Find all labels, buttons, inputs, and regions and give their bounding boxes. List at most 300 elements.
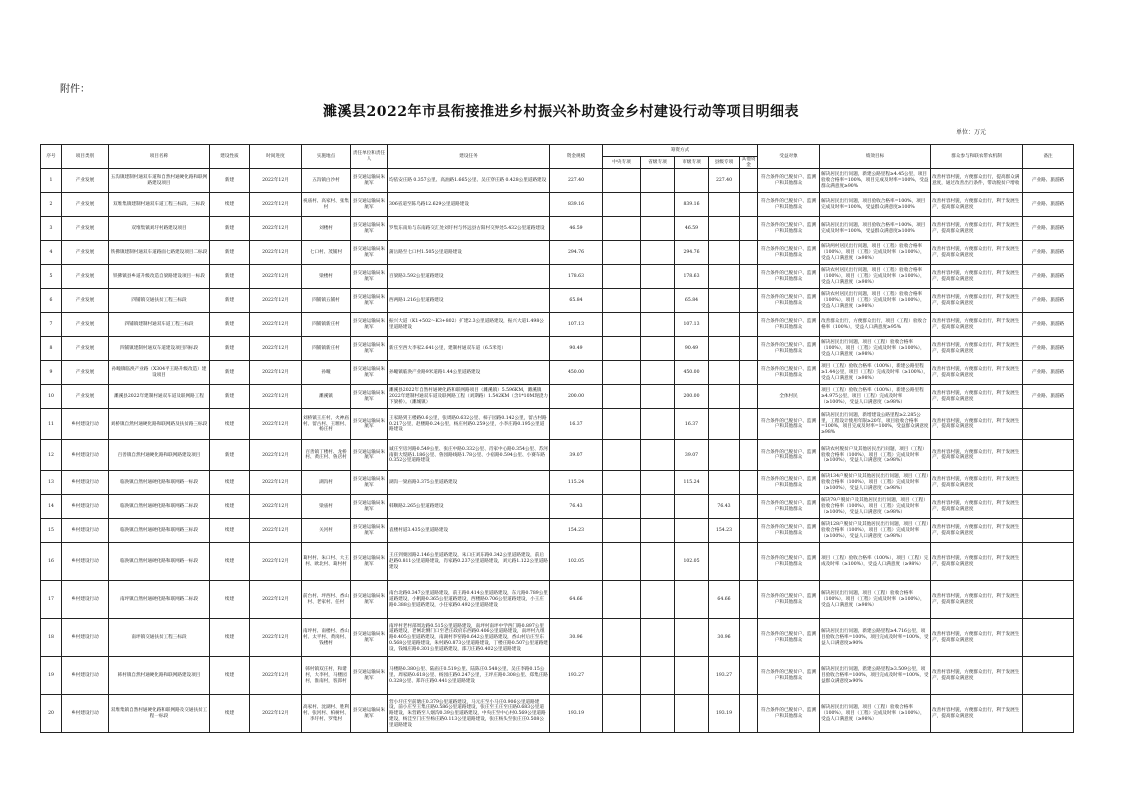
cell-other bbox=[740, 193, 758, 217]
cell-provincial bbox=[641, 193, 675, 217]
col-remarks: 备注 bbox=[1023, 145, 1074, 169]
cell-funds: 200.00 bbox=[550, 385, 603, 409]
cell-central bbox=[603, 543, 641, 581]
cell-type: 产业发展 bbox=[62, 361, 109, 385]
cell-owner: 县交通运输局朱航军 bbox=[351, 543, 388, 581]
cell-task: 均依安庄路 0.357公里、高油路1.665公里、吴庄穿庄路 0.428公里道路建设 bbox=[388, 169, 550, 193]
col-nature: 建设性质 bbox=[210, 145, 250, 169]
cell-funds: 64.66 bbox=[550, 581, 603, 619]
cell-central bbox=[603, 217, 641, 241]
cell-location: 四铺镇五铺村 bbox=[302, 289, 351, 313]
project-table bbox=[40, 144, 1074, 733]
cell-remarks: 产业路、旅游路 bbox=[1023, 289, 1074, 313]
cell-nature: 新建 bbox=[210, 440, 250, 471]
cell-goals: 解决居民出行问题，新增建设公路里程≥2.285公里，工程设计使用年限≥20年，项目验收合格率=100%，项目完成及时率=100%，受益群众满意度≥98% bbox=[820, 409, 931, 440]
cell-remarks bbox=[1023, 657, 1074, 695]
cell-owner: 县交通运输局朱航军 bbox=[351, 657, 388, 695]
cell-seq: 1 bbox=[41, 169, 62, 193]
cell-goals: 解决居民出行问题，项目（工程）验收合格率（100%），项目（工程）完成及时率（≥100%），受益人口满意度（≥98%） bbox=[820, 695, 931, 733]
cell-task: 袁楼村道3.435公里道路建设 bbox=[388, 519, 550, 543]
cell-goals: 解决农村居民出行问题，项目（工程）验收合格率（100%），项目（工程）完成及时率（≥100%），受益人口满意度（≥98%） bbox=[820, 265, 931, 289]
cell-schedule: 2022年12月 bbox=[250, 169, 302, 193]
cell-location: 祝庙村、高家村、张集村 bbox=[302, 193, 351, 217]
cell-municipal bbox=[675, 695, 709, 733]
cell-other bbox=[740, 169, 758, 193]
cell-name: 南坪镇交通扶贫工程三标段 bbox=[109, 619, 210, 657]
cell-task: 振兴大道（K1+502～K3+802）扩建2.3公里道路建设，振兴大道1.498公里道路建设 bbox=[388, 313, 550, 337]
cell-funds: 102.05 bbox=[550, 543, 603, 581]
cell-central bbox=[603, 657, 641, 695]
cell-seq: 9 bbox=[41, 361, 62, 385]
cell-goals: 解决居民出行问题，项目验收合格率=100%，项目完成及时率=100%，受益群众满意度≥100% bbox=[820, 217, 931, 241]
cell-other bbox=[740, 519, 758, 543]
cell-municipal bbox=[675, 169, 709, 193]
cell-task: 新庄至西大李家2.641公里，建制村通双车道（6.5米宽） bbox=[388, 337, 550, 361]
cell-owner: 县交通运输局朱航军 bbox=[351, 471, 388, 495]
cell-beneficiary: 符合条件的已脱贫户、监测户和其他群众 bbox=[758, 471, 820, 495]
cell-county: 30.96 bbox=[709, 619, 740, 657]
cell-central bbox=[603, 193, 641, 217]
cell-name: 刘桥镇自然村通硬化路和联网路及扶贫路三标段 bbox=[109, 409, 210, 440]
cell-location: 刘楼村 bbox=[302, 217, 351, 241]
cell-task: 蒲岳路至七口村1.505公里道路建设 bbox=[388, 241, 550, 265]
cell-remarks bbox=[1023, 495, 1074, 519]
cell-beneficiary: 符合条件的已脱贫户、监测户和其他群众 bbox=[758, 440, 820, 471]
cell-location: 梁楼村 bbox=[302, 265, 351, 289]
cell-task: 百梁路3.592公里道路建设 bbox=[388, 265, 550, 289]
cell-type: 乡村建设行动 bbox=[62, 581, 109, 619]
cell-mechanism: 改善村容村貌，方便群众出行，利于发展生产，提高群众满意度 bbox=[931, 657, 1023, 695]
cell-nature: 续建 bbox=[210, 519, 250, 543]
cell-provincial bbox=[641, 440, 675, 471]
cell-municipal: 46.59 bbox=[675, 217, 709, 241]
cell-schedule: 2022年12月 bbox=[250, 265, 302, 289]
cell-name: 铁佛镇县乡道升级改造自梁路建设项目一标段 bbox=[109, 265, 210, 289]
cell-central bbox=[603, 471, 641, 495]
cell-nature: 续建 bbox=[210, 495, 250, 519]
col-goals: 绩效目标 bbox=[820, 145, 931, 169]
cell-mechanism: 改善村容村貌，方便群众出行，利于发展生产，提高群众满意度 bbox=[931, 313, 1023, 337]
cell-location: 南坪村、南楼村、香山村、太平村、黄岗村、钱楼村 bbox=[302, 619, 351, 657]
cell-other bbox=[740, 289, 758, 313]
cell-mechanism: 改善村容村貌，方便群众出行，利于发展生产，提高群众满意度 bbox=[931, 519, 1023, 543]
col-county: 县级专项 bbox=[709, 157, 740, 169]
cell-nature: 新建 bbox=[210, 313, 250, 337]
cell-task: 马楼路0.380公里、陆庙庄0.519公里、陆陈庄0.548公里、吴庄李路0.15公里、周家路0.618公里、杨园庄路0.247公里，王坪庄路0.308公里、郑集庄路0.328公里、郑许庄路0.441公里道路建设 bbox=[388, 657, 550, 695]
cell-central bbox=[603, 169, 641, 193]
cell-owner: 县交通运输局朱航军 bbox=[351, 581, 388, 619]
cell-seq: 4 bbox=[41, 241, 62, 265]
cell-municipal bbox=[675, 581, 709, 619]
cell-schedule: 2022年12月 bbox=[250, 619, 302, 657]
table-row bbox=[41, 543, 1074, 581]
cell-county bbox=[709, 385, 740, 409]
cell-central bbox=[603, 265, 641, 289]
cell-location: 七口村、茂铺村 bbox=[302, 241, 351, 265]
cell-type: 乡村建设行动 bbox=[62, 695, 109, 733]
cell-seq: 7 bbox=[41, 313, 62, 337]
cell-municipal: 200.00 bbox=[675, 385, 709, 409]
cell-goals: 解决79户脱贫户及其他居民出行问题，项目（工程）验收合格率（100%），项目（工程）完成及时率（≥100%），受益人口满意度（≥98%） bbox=[820, 495, 931, 519]
cell-name: 四铺镇建制村通双车道工程三标段 bbox=[109, 313, 210, 337]
cell-county: 193.19 bbox=[709, 695, 740, 733]
cell-goals: 解决居民出行问题，项目验收合格率=100%，项目完成及时率=100%，受益群众满意度≥100% bbox=[820, 193, 931, 217]
cell-central bbox=[603, 241, 641, 265]
cell-goals: 项目（工程）验收合格率（100%），项目（工程）完成及时率（≥100%），受益人口满意度（≥98%） bbox=[820, 543, 931, 581]
cell-central bbox=[603, 519, 641, 543]
table-row bbox=[41, 241, 1074, 265]
col-task: 建设任务 bbox=[388, 145, 550, 169]
cell-owner: 县交通运输局朱航军 bbox=[351, 217, 388, 241]
cell-beneficiary: 符合条件的已脱贫户、监测户和其他群众 bbox=[758, 313, 820, 337]
cell-owner: 县交通运输局朱航军 bbox=[351, 695, 388, 733]
cell-funds: 65.84 bbox=[550, 289, 603, 313]
cell-other bbox=[740, 409, 758, 440]
cell-funds: 30.96 bbox=[550, 619, 603, 657]
cell-seq: 19 bbox=[41, 657, 62, 695]
cell-goals: 解决居民出行问题，新建公路里程≥4.45公里，项目验收合格率=100%，项目完成及时率=100%，受益群众满意度≥90% bbox=[820, 169, 931, 193]
cell-provincial bbox=[641, 409, 675, 440]
col-provincial: 省级专项 bbox=[641, 157, 675, 169]
cell-other bbox=[740, 313, 758, 337]
cell-name: 韩村镇自然村通硬化路和联网路建设项目 bbox=[109, 657, 210, 695]
cell-seq: 13 bbox=[41, 471, 62, 495]
cell-location: 关河村 bbox=[302, 519, 351, 543]
cell-owner: 县交通运输局朱航军 bbox=[351, 169, 388, 193]
cell-nature: 续建 bbox=[210, 581, 250, 619]
cell-goals: 解决134户脱贫户及其他居民出行问题，项目（工程）验收合格率（100%），项目（工程）完成及时率（≥100%），受益人口满意度（≥98%） bbox=[820, 471, 931, 495]
cell-schedule: 2022年12月 bbox=[250, 193, 302, 217]
cell-beneficiary: 符合条件的已脱贫户、监测户和其他群众 bbox=[758, 265, 820, 289]
cell-name: 濉溪县2022年建制村通双车道及联网路工程 bbox=[109, 385, 210, 409]
cell-central bbox=[603, 495, 641, 519]
cell-location: 四铺镇新庄村 bbox=[302, 337, 351, 361]
cell-remarks bbox=[1023, 440, 1074, 471]
cell-central bbox=[603, 440, 641, 471]
cell-name: 孙疃镇临涣产业路（X304平王路升级改造）建设项目 bbox=[109, 361, 210, 385]
table-row bbox=[41, 495, 1074, 519]
cell-funds: 294.76 bbox=[550, 241, 603, 265]
cell-location: 韩村镇双庄村，和谐村，大李村，马楼园村，淮南村，客郢村 bbox=[302, 657, 351, 695]
cell-nature: 续建 bbox=[210, 543, 250, 581]
cell-location: 濉溪镇 bbox=[302, 385, 351, 409]
cell-seq: 10 bbox=[41, 385, 62, 409]
cell-provincial bbox=[641, 361, 675, 385]
cell-funds: 39.07 bbox=[550, 440, 603, 471]
col-owner: 责任单位和责任人 bbox=[351, 145, 388, 169]
cell-remarks bbox=[1023, 543, 1074, 581]
cell-county bbox=[709, 313, 740, 337]
cell-schedule: 2022年12月 bbox=[250, 519, 302, 543]
cell-type: 产业发展 bbox=[62, 193, 109, 217]
cell-task: 韩顺路2.265公里道路建设 bbox=[388, 495, 550, 519]
cell-county bbox=[709, 361, 740, 385]
cell-goals: 项目（工程）验收合格率（100%），新建公路里程≥4.975公里，项目（工程）完成及时率（≥100%），受益人口满意度（≥98%） bbox=[820, 385, 931, 409]
cell-owner: 县交通运输局朱航军 bbox=[351, 619, 388, 657]
cell-provincial bbox=[641, 543, 675, 581]
cell-other bbox=[740, 495, 758, 519]
cell-county bbox=[709, 337, 740, 361]
cell-beneficiary: 符合条件的已脱贫户、监测户和其他群众 bbox=[758, 543, 820, 581]
cell-schedule: 2022年12月 bbox=[250, 241, 302, 265]
cell-location: 高家村、沈湖村、胜利村、张河村、柏树村、李圩村、罗集村 bbox=[302, 695, 351, 733]
cell-funds: 193.27 bbox=[550, 657, 603, 695]
cell-type: 乡村建设行动 bbox=[62, 471, 109, 495]
cell-beneficiary: 全体村民 bbox=[758, 385, 820, 409]
cell-mechanism: 改善村容村貌，方便群众出行，利于发展生产，提高群众满意度 bbox=[931, 471, 1023, 495]
cell-owner: 县交通运输局朱航军 bbox=[351, 265, 388, 289]
cell-location: 梁庙村 bbox=[302, 495, 351, 519]
col-funds: 资金规模 bbox=[550, 145, 603, 169]
cell-provincial bbox=[641, 337, 675, 361]
cell-central bbox=[603, 337, 641, 361]
cell-schedule: 2022年12月 bbox=[250, 337, 302, 361]
cell-nature: 续建 bbox=[210, 471, 250, 495]
cell-location: 百善镇丁楼村、龙桥村、黄庄村、鲁店村 bbox=[302, 440, 351, 471]
cell-mechanism: 改善村容村貌，方便群众出行，利于发展生产，提高群众满意度 bbox=[931, 361, 1023, 385]
cell-other bbox=[740, 337, 758, 361]
cell-schedule: 2022年12月 bbox=[250, 385, 302, 409]
cell-owner: 县交通运输局朱航军 bbox=[351, 337, 388, 361]
cell-seq: 17 bbox=[41, 581, 62, 619]
table-row bbox=[41, 440, 1074, 471]
cell-schedule: 2022年12月 bbox=[250, 581, 302, 619]
cell-municipal: 16.37 bbox=[675, 409, 709, 440]
cell-funds: 76.43 bbox=[550, 495, 603, 519]
cell-beneficiary: 符合条件的已脱贫户、监测户和其他群众 bbox=[758, 361, 820, 385]
cell-owner: 县交通运输局朱航军 bbox=[351, 313, 388, 337]
cell-task: 南台北路0.347公里道路建设，前王路0.414公里道路建设，东元路0.789公里道路建设，小帆路0.365公里道路建设，西楼路0.706公里道路建设，小王庄路0.388公里道路建设，小任家路0.492公里道路建设 bbox=[388, 581, 550, 619]
cell-task: 王家路到王楼路0.6公里，张周路0.632公里、柿子园路0.142公里，留古村路0.217公里，赵楼路0.24公里，杨庄村路0.259公里，小李庄路0.195公里道路建设 bbox=[388, 409, 550, 440]
cell-task: 306省道至陈乌路12.629公里道路建设 bbox=[388, 193, 550, 217]
cell-other bbox=[740, 543, 758, 581]
cell-mechanism: 改善村容村貌，方便群众出行，利于发展生产，提高群众满意度 bbox=[931, 337, 1023, 361]
cell-type: 乡村建设行动 bbox=[62, 519, 109, 543]
cell-other bbox=[740, 241, 758, 265]
cell-location: 孙疃 bbox=[302, 361, 351, 385]
cell-schedule: 2022年12月 bbox=[250, 657, 302, 695]
cell-name: 铁佛镇建制村通双车道路面七路建设项目二标段 bbox=[109, 241, 210, 265]
cell-county bbox=[709, 409, 740, 440]
cell-task: 湖沟一梁庙路3.375公里道路建设 bbox=[388, 471, 550, 495]
cell-schedule: 2022年12月 bbox=[250, 695, 302, 733]
cell-county bbox=[709, 471, 740, 495]
cell-goals: 解决居民出行问题，项目（工程）验收合格率（100%），项目（工程）完成及时率（≥100%），受益人口满意度（≥98%） bbox=[820, 581, 931, 619]
col-beneficiary: 受益对象 bbox=[758, 145, 820, 169]
cell-county bbox=[709, 193, 740, 217]
table-row bbox=[41, 169, 1074, 193]
cell-central bbox=[603, 581, 641, 619]
cell-provincial bbox=[641, 169, 675, 193]
cell-municipal bbox=[675, 519, 709, 543]
table-row bbox=[41, 471, 1074, 495]
col-location: 实施地点 bbox=[302, 145, 351, 169]
cell-type: 产业发展 bbox=[62, 217, 109, 241]
cell-municipal: 294.76 bbox=[675, 241, 709, 265]
cell-beneficiary: 符合条件的已脱贫户、监测户和其他群众 bbox=[758, 337, 820, 361]
cell-mechanism: 改善村容村貌，方便群众出行，利于发展生产，提高群众满意度 bbox=[931, 619, 1023, 657]
cell-goals: 解决居民出行问题，新建公路里程≥4.716公里，项目验收合格率=100%，项目完成及时率=100%，受益人口满意度≥90% bbox=[820, 619, 931, 657]
cell-central bbox=[603, 695, 641, 733]
cell-nature: 新建 bbox=[210, 289, 250, 313]
cell-type: 产业发展 bbox=[62, 313, 109, 337]
cell-county: 193.27 bbox=[709, 657, 740, 695]
cell-remarks: 产业路、旅游路 bbox=[1023, 361, 1074, 385]
cell-seq: 3 bbox=[41, 217, 62, 241]
col-schedule: 时间进度 bbox=[250, 145, 302, 169]
cell-owner: 县交通运输局朱航军 bbox=[351, 440, 388, 471]
table-row bbox=[41, 385, 1074, 409]
cell-remarks: 产业路、旅游路 bbox=[1023, 337, 1074, 361]
table-row bbox=[41, 361, 1074, 385]
cell-nature: 新建 bbox=[210, 361, 250, 385]
cell-type: 乡村建设行动 bbox=[62, 657, 109, 695]
cell-owner: 县交通运输局朱航军 bbox=[351, 361, 388, 385]
col-name: 项目名称 bbox=[109, 145, 210, 169]
cell-provincial bbox=[641, 619, 675, 657]
cell-funds: 450.00 bbox=[550, 361, 603, 385]
col-seq: 序号 bbox=[41, 145, 62, 169]
table-row bbox=[41, 217, 1074, 241]
cell-nature: 新建 bbox=[210, 385, 250, 409]
cell-mechanism: 改善村容村貌，方便群众出行，利于发展生产，提高群众满意度 bbox=[931, 409, 1023, 440]
table-row bbox=[41, 409, 1074, 440]
cell-beneficiary: 符合条件的已脱贫户、监测户和其他群众 bbox=[758, 619, 820, 657]
cell-schedule: 2022年12月 bbox=[250, 409, 302, 440]
cell-task: 营小圩庄至前塘庄0.379公里道路建设，马元庄至小马庄0.906公里道路建设，前小庄至王集庄路0.586公里道路建设，张庄至王庄至庄路0.683公里道路建设，朱营路至人烟沟0.39公里道路建设，中央庄至中心村0.569公里道路建设，杨洼至门庄至杨庄路0.113公里道路建设，张庄杨头至张庄庄0.508公里道路建设 bbox=[388, 695, 550, 733]
cell-schedule: 2022年12月 bbox=[250, 440, 302, 471]
cell-type: 产业发展 bbox=[62, 265, 109, 289]
table-row bbox=[41, 193, 1074, 217]
cell-owner: 县交通运输局朱航军 bbox=[351, 519, 388, 543]
cell-name: 双堆集镇自然村通硬化路和联网路及交通扶贫工程一标段 bbox=[109, 695, 210, 733]
cell-task: 南坪村老村部周边路0.515公里道路建设，南坪村南坪中学西门路0.897公里道路建设，老闸北侧门口至老庄政府东西路0.406公里道路建设，南坪村九组路0.405公里道路建设，南湖村李窑路0.642公里道路建设，香山村后庄至东0.568公里道路建设，朱村路0.873公里道路建设，丁楼庄路0.507公里道路建设，钱城庄路0.301公里道路建设，邵刀庄路0.402公里道路建设 bbox=[388, 619, 550, 657]
cell-location: 五沟镇白沙村 bbox=[302, 169, 351, 193]
cell-seq: 6 bbox=[41, 289, 62, 313]
cell-nature: 续建 bbox=[210, 695, 250, 733]
cell-nature: 新建 bbox=[210, 217, 250, 241]
cell-remarks bbox=[1023, 409, 1074, 440]
cell-municipal: 115.24 bbox=[675, 471, 709, 495]
cell-goals: 解决两村居民出行问题，项目（工程）验收合格率（100%），项目（工程）完成及时率（≥100%），受益人口满意度（≥98%） bbox=[820, 241, 931, 265]
cell-county: 76.43 bbox=[709, 495, 740, 519]
cell-mechanism: 改善村容村貌，方便群众出行，利于发展生产，提高群众满意度 bbox=[931, 581, 1023, 619]
cell-remarks: 产业路、旅游路 bbox=[1023, 169, 1074, 193]
cell-remarks: 产业路、旅游路 bbox=[1023, 265, 1074, 289]
cell-municipal: 450.00 bbox=[675, 361, 709, 385]
cell-county bbox=[709, 217, 740, 241]
cell-municipal: 39.07 bbox=[675, 440, 709, 471]
cell-task: 罗集东南角与东南路交汇处刘圩村与怀远县古阳村交界处5.432公里道路建设 bbox=[388, 217, 550, 241]
cell-type: 乡村建设行动 bbox=[62, 440, 109, 471]
cell-remarks bbox=[1023, 471, 1074, 495]
col-other: 其他资金 bbox=[740, 157, 758, 169]
cell-provincial bbox=[641, 519, 675, 543]
cell-owner: 县交通运输局朱航军 bbox=[351, 385, 388, 409]
cell-nature: 新建 bbox=[210, 241, 250, 265]
cell-mechanism: 改善村容村貌，方便群众出行，利于发展生产，提高群众满意度 bbox=[931, 289, 1023, 313]
cell-schedule: 2022年12月 bbox=[250, 313, 302, 337]
cell-county bbox=[709, 265, 740, 289]
cell-municipal bbox=[675, 619, 709, 657]
cell-provincial bbox=[641, 289, 675, 313]
cell-other bbox=[740, 471, 758, 495]
cell-schedule: 2022年12月 bbox=[250, 217, 302, 241]
cell-seq: 8 bbox=[41, 337, 62, 361]
cell-other bbox=[740, 581, 758, 619]
cell-owner: 县交通运输局朱航军 bbox=[351, 193, 388, 217]
cell-beneficiary: 符合条件的已脱贫户、监测户和其他群众 bbox=[758, 169, 820, 193]
cell-municipal: 839.16 bbox=[675, 193, 709, 217]
cell-task: 濉溪县2022年自然村通硬化路和联网路项目（濉溪镇）5.596KM，濉溪镇2022年建制村通双车道及联网路工程（刘期路）1.542KM（含1*10M现浇力下梁桥）。（濉城镇） bbox=[388, 385, 550, 409]
cell-beneficiary: 符合条件的已脱贫户、监测户和其他群众 bbox=[758, 217, 820, 241]
cell-provincial bbox=[641, 581, 675, 619]
cell-type: 产业发展 bbox=[62, 289, 109, 313]
cell-owner: 县交通运输局朱航军 bbox=[351, 241, 388, 265]
cell-remarks bbox=[1023, 519, 1074, 543]
cell-type: 产业发展 bbox=[62, 337, 109, 361]
cell-name: 临涣镇自然村通硬化路和联网路二标段 bbox=[109, 495, 210, 519]
cell-seq: 14 bbox=[41, 495, 62, 519]
cell-type: 乡村建设行动 bbox=[62, 543, 109, 581]
cell-nature: 续建 bbox=[210, 657, 250, 695]
cell-goals: 解决居民出行问题，新建公路里程≥3.509公里，项目验收合格率=100%，项目完成及时率=100%，受益群众满意度≥90% bbox=[820, 657, 931, 695]
cell-other bbox=[740, 361, 758, 385]
cell-other bbox=[740, 385, 758, 409]
cell-name: 临涣镇自然村通硬化路和联网路三标段 bbox=[109, 519, 210, 543]
col-municipal: 市级专项 bbox=[675, 157, 709, 169]
cell-name: 双堆集镇刘圩村路建设项目 bbox=[109, 217, 210, 241]
cell-seq: 12 bbox=[41, 440, 62, 471]
cell-remarks: 产业路、旅游路 bbox=[1023, 385, 1074, 409]
cell-funds: 107.13 bbox=[550, 313, 603, 337]
cell-funds: 193.19 bbox=[550, 695, 603, 733]
cell-beneficiary: 符合条件的已脱贫户、监测户和其他群众 bbox=[758, 519, 820, 543]
cell-beneficiary: 符合条件的已脱贫户、监测户和其他群众 bbox=[758, 241, 820, 265]
cell-other bbox=[740, 217, 758, 241]
cell-other bbox=[740, 695, 758, 733]
cell-municipal: 107.13 bbox=[675, 313, 709, 337]
cell-municipal: 90.49 bbox=[675, 337, 709, 361]
cell-goals: 解决农村居民出行问题，项目（工程）验收合格率（100%），项目（工程）完成及时率（≥100%），受益人口满意度（≥98%） bbox=[820, 289, 931, 313]
cell-provincial bbox=[641, 695, 675, 733]
cell-schedule: 2022年12月 bbox=[250, 361, 302, 385]
cell-mechanism: 改善村容村貌，方便群众出行，利于发展生产，提高群众满意度 bbox=[931, 265, 1023, 289]
cell-funds: 115.24 bbox=[550, 471, 603, 495]
cell-municipal: 178.63 bbox=[675, 265, 709, 289]
table-row bbox=[41, 695, 1074, 733]
table-row bbox=[41, 265, 1074, 289]
cell-seq: 5 bbox=[41, 265, 62, 289]
cell-goals: 解决居民出行问题，项目（工程）验收合格率（100%），项目（工程）完成及时率（≥100%），受益人口满意度（≥98%） bbox=[820, 337, 931, 361]
cell-funds: 839.16 bbox=[550, 193, 603, 217]
cell-county bbox=[709, 440, 740, 471]
cell-mechanism: 改善村容村貌，方便群众出行，利于发展生产，提高群众满意度 bbox=[931, 495, 1023, 519]
table-row bbox=[41, 581, 1074, 619]
cell-remarks: 产业路、旅游路 bbox=[1023, 217, 1074, 241]
cell-nature: 新建 bbox=[210, 337, 250, 361]
cell-location: 葛村村、朱口村、大王村、欧北村、葛村村 bbox=[302, 543, 351, 581]
cell-county bbox=[709, 289, 740, 313]
cell-county: 227.40 bbox=[709, 169, 740, 193]
col-mechanism: 群众参与和联农带农机制 bbox=[931, 145, 1023, 169]
cell-type: 产业发展 bbox=[62, 241, 109, 265]
cell-central bbox=[603, 409, 641, 440]
unit-label: 单位：万元 bbox=[956, 129, 987, 136]
cell-remarks: 产业路、旅游路 bbox=[1023, 193, 1074, 217]
cell-name: 南坪镇自然村通硬化路和联网路二标段 bbox=[109, 581, 210, 619]
cell-schedule: 2022年12月 bbox=[250, 289, 302, 313]
